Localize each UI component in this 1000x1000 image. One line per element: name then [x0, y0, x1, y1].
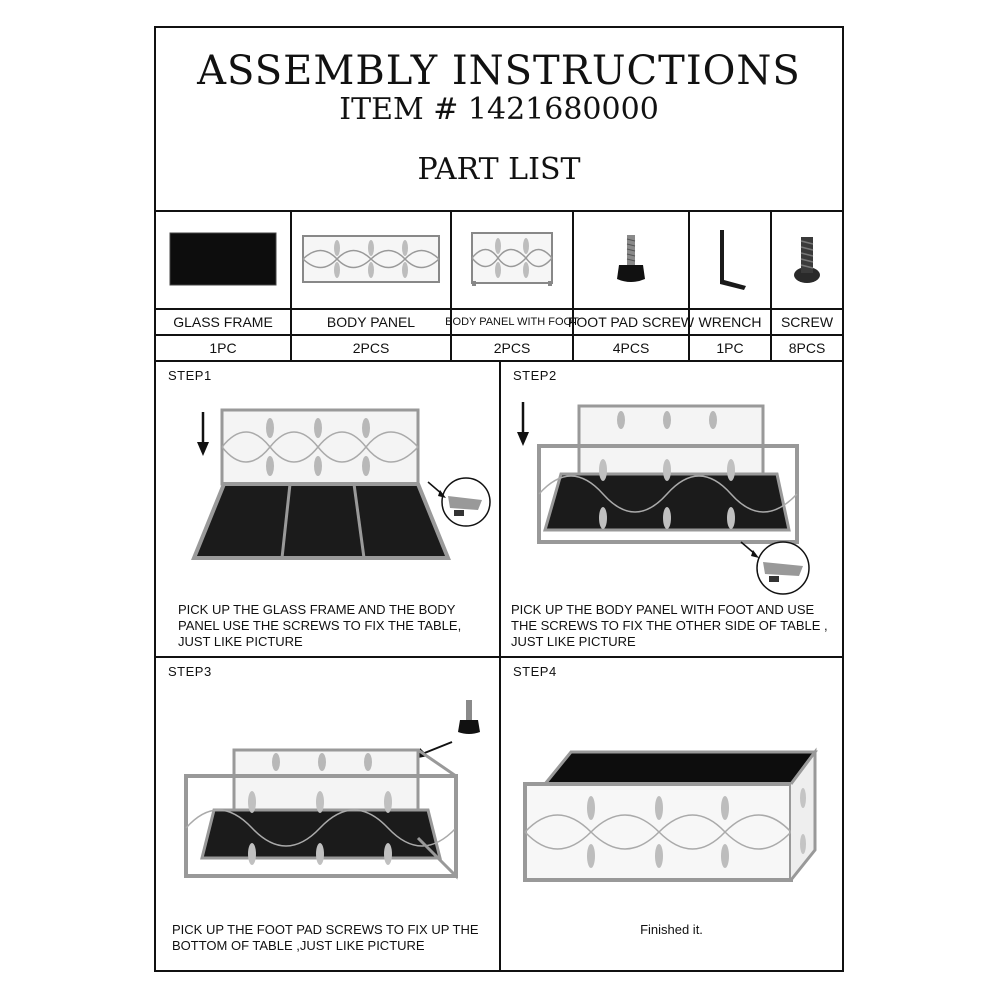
step-3 — [156, 658, 499, 970]
part-name: GLASS FRAME — [156, 310, 290, 336]
part-name: WRENCH — [690, 310, 770, 336]
part-qty: 2PCS — [493, 340, 531, 356]
part-list-heading: PART LIST — [417, 152, 581, 187]
step-3-illustration — [156, 658, 499, 908]
screw-icon — [792, 233, 822, 285]
part-name: SCREW — [772, 310, 842, 336]
part-qty: 2PCS — [352, 340, 390, 356]
step-label: STEP1 — [168, 368, 212, 383]
step-2 — [501, 362, 842, 656]
item-number: ITEM # 1421680000 — [339, 92, 659, 127]
document-title: ASSEMBLY INSTRUCTIONS — [197, 48, 801, 94]
part-wrench — [690, 210, 772, 360]
part-body-panel — [292, 210, 452, 360]
part-name: BODY PANEL — [292, 310, 450, 336]
step-label: STEP2 — [513, 368, 557, 383]
part-qty: 1PC — [209, 340, 237, 356]
body-panel-with-foot-icon — [470, 231, 554, 287]
part-qty: 4PCS — [612, 340, 650, 356]
wrench-icon — [710, 228, 750, 290]
down-arrow-icon — [517, 402, 529, 446]
step-instruction: Finished it. — [640, 922, 703, 937]
step-instruction: PICK UP THE GLASS FRAME AND THE BODY PANEL USE THE SCREWS TO FIX THE TABLE, JUST LIKE PICTURE — [178, 602, 462, 649]
instruction-sheet — [154, 26, 844, 972]
step-instruction: PICK UP THE BODY PANEL WITH FOOT AND USE THE SCREWS TO FIX THE OTHER SIDE OF TABLE , JUST LIKE PICTURE — [511, 602, 828, 649]
body-panel-icon — [301, 234, 441, 284]
part-body-panel-with-foot — [445, 210, 579, 360]
step-4 — [501, 658, 842, 970]
step-instruction: PICK UP THE FOOT PAD SCREWS TO FIX UP THE BOTTOM OF TABLE ,JUST LIKE PICTURE — [172, 922, 479, 953]
step-1-illustration — [156, 362, 499, 602]
part-foot-pad-screw — [567, 210, 695, 360]
part-name: BODY PANEL WITH FOOT — [452, 310, 572, 336]
step-2-illustration — [501, 362, 842, 602]
glass-frame-icon — [168, 231, 278, 287]
part-name: FOOT PAD SCREW — [574, 310, 688, 336]
step-label: STEP4 — [513, 664, 557, 679]
step-4-illustration — [501, 658, 842, 908]
step-label: STEP3 — [168, 664, 212, 679]
part-screw — [772, 210, 842, 360]
down-arrow-icon — [197, 412, 209, 456]
header — [156, 28, 842, 212]
part-qty: 1PC — [716, 340, 744, 356]
foot-pad-screw-icon — [458, 700, 480, 734]
foot-pad-screw-icon — [611, 231, 651, 287]
parts-table — [156, 210, 842, 362]
step-1 — [156, 362, 499, 656]
part-qty: 8PCS — [788, 340, 826, 356]
part-glass-frame — [156, 210, 292, 360]
